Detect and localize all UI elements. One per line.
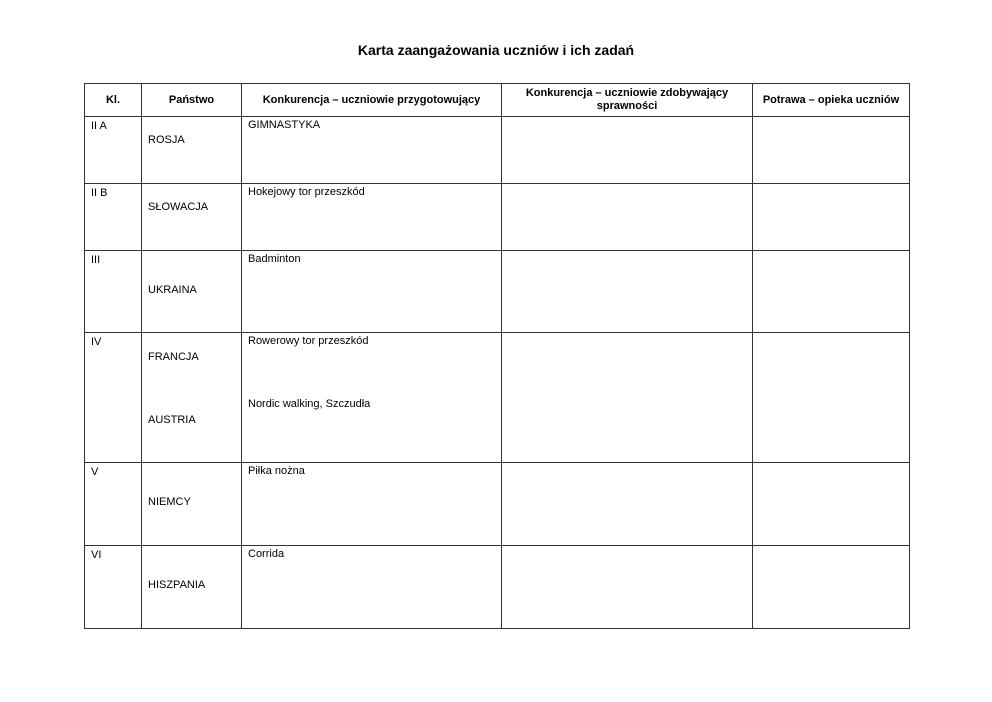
- table-row: [85, 251, 910, 333]
- competition-label: Corrida: [248, 548, 285, 560]
- class-label: II A: [91, 120, 107, 132]
- badges-cell: [502, 463, 753, 546]
- competition-label: Nordic walking, Szczudła: [248, 398, 371, 410]
- badges-cell: [502, 184, 753, 251]
- class-cell: [85, 333, 142, 463]
- country-cell: [142, 333, 242, 463]
- class-label: II B: [91, 187, 108, 199]
- class-label: VI: [91, 549, 102, 561]
- document-title: Karta zaangażowania uczniów i ich zadań: [357, 42, 635, 58]
- food-cell: [753, 184, 910, 251]
- header-country: Państwo: [142, 84, 242, 117]
- header-row: [85, 84, 910, 117]
- badges-cell: [502, 333, 753, 463]
- competition-cell: [242, 546, 502, 629]
- food-cell: [753, 117, 910, 184]
- header-food: Potrawa – opieka uczniów: [753, 84, 910, 117]
- assignment-table: [84, 83, 910, 629]
- country-label: NIEMCY: [148, 496, 191, 508]
- class-cell: [85, 463, 142, 546]
- table-row: [85, 546, 910, 629]
- competition-cell: [242, 251, 502, 333]
- country-label: AUSTRIA: [148, 414, 196, 426]
- badges-cell: [502, 546, 753, 629]
- competition-label: Badminton: [248, 253, 301, 265]
- country-label: SŁOWACJA: [148, 201, 209, 213]
- class-cell: [85, 251, 142, 333]
- competition-label: Rowerowy tor przeszkód: [248, 335, 369, 347]
- competition-cell: [242, 117, 502, 184]
- class-label: V: [91, 466, 99, 478]
- food-cell: [753, 251, 910, 333]
- competition-label: Piłka nożna: [248, 465, 305, 477]
- country-label: ROSJA: [148, 134, 185, 146]
- class-cell: [85, 546, 142, 629]
- competition-label: Hokejowy tor przeszkód: [248, 186, 365, 198]
- class-cell: [85, 184, 142, 251]
- food-cell: [753, 463, 910, 546]
- country-label: FRANCJA: [148, 351, 199, 363]
- competition-cell: [242, 463, 502, 546]
- class-label: IV: [91, 336, 102, 348]
- table-row: [85, 184, 910, 251]
- table-row: [85, 463, 910, 546]
- country-cell: [142, 546, 242, 629]
- competition-label: GIMNASTYKA: [248, 119, 321, 131]
- table-row: [85, 333, 910, 463]
- country-label: UKRAINA: [148, 284, 197, 296]
- competition-cell: [242, 333, 502, 463]
- class-label: III: [91, 254, 101, 266]
- country-cell: [142, 463, 242, 546]
- header-competition-preparing: Konkurencja – uczniowie przygotowujący: [242, 84, 502, 117]
- food-cell: [753, 333, 910, 463]
- table-row: [85, 117, 910, 184]
- competition-cell: [242, 184, 502, 251]
- country-label: HISZPANIA: [148, 579, 206, 591]
- class-cell: [85, 117, 142, 184]
- country-cell: [142, 117, 242, 184]
- header-class: Kl.: [85, 84, 142, 117]
- badges-cell: [502, 117, 753, 184]
- country-cell: [142, 251, 242, 333]
- food-cell: [753, 546, 910, 629]
- header-competition-badges: Konkurencja – uczniowie zdobywający sprawności: [502, 84, 753, 117]
- country-cell: [142, 184, 242, 251]
- badges-cell: [502, 251, 753, 333]
